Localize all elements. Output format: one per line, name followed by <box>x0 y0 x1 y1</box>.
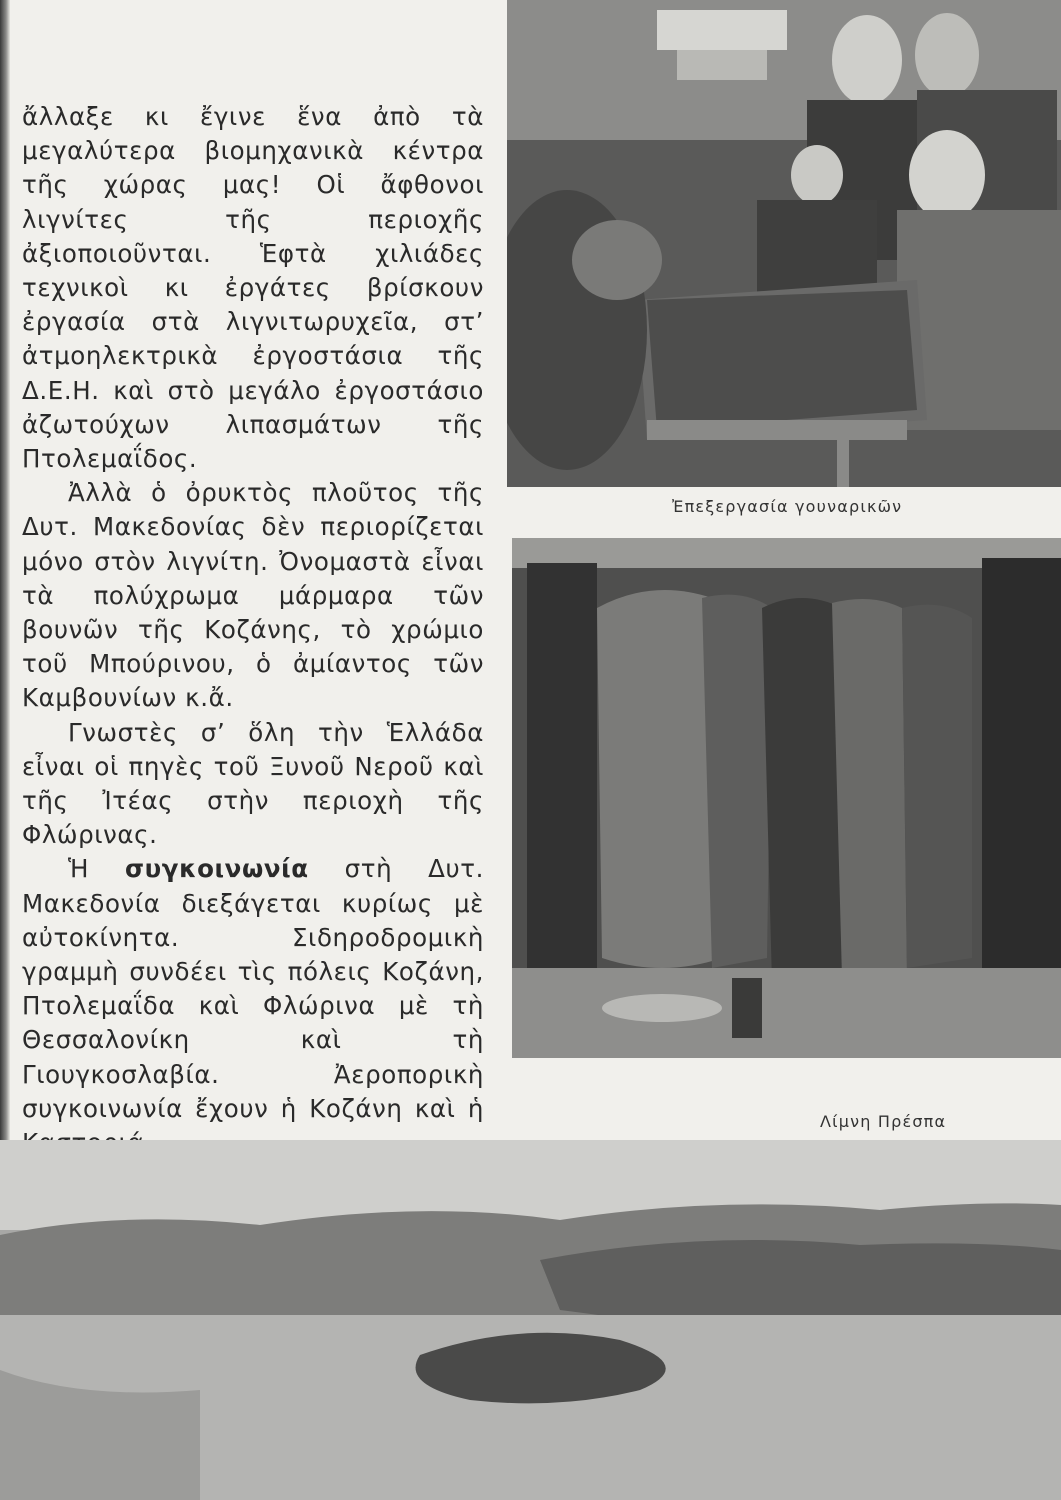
photo-fur-coats <box>512 538 1061 1058</box>
transport-body: στὴ Δυτ. Μακεδονία διεξάγεται κυρίως μὲ αὐτοκίνητα. Σιδηροδρομικὴ γραμμὴ συνδέει τὶς πόλεις Κοζάνη, Πτολεμαΐδα καὶ Φλώρινα μὲ τὴ Θεσσαλονίκη καὶ τὴ Γιουγκοσλαβία. Ἀεροπορικὴ συγκοινωνία ἔχουν ἡ Κοζάνη καὶ ἡ <box>22 854 484 1123</box>
paragraph-springs: Γνωστὲς σ’ ὅλη τὴν Ἑλλάδα εἶναι οἱ πηγὲς τοῦ Ξυνοῦ Νεροῦ καὶ τῆς Ἰτέας στὴν περιοχὴ τῆς Φλώρινας. <box>22 717 484 850</box>
paragraph-minerals: Ἀλλὰ ὁ ὀρυκτὸς πλοῦτος τῆς Δυτ. Μακεδονίας δὲν περιορίζεται μόνο στὸν λιγνίτη. Ὀνομαστὰ εἶναι τὰ πολύχρωμα μάρμαρα τῶν βουνῶν τῆς Κοζάνης, τὸ χρώμιο τοῦ Μπούρινου, ὁ ἀμίαντος τῶν Καμβουνίων κ.ἄ. <box>22 478 484 713</box>
body-text-column <box>22 100 484 1160</box>
transport-keyword: συγκοινωνία <box>124 854 309 884</box>
transport-lead: Ἡ <box>68 854 125 884</box>
caption-lake: Λίμνη Πρέσπα <box>820 1112 947 1131</box>
paragraph-industry: ἄλλαξε κι ἔγινε ἕνα ἀπὸ τὰ μεγαλύτερα βιομηχανικὰ κέντρα τῆς χώρας μας! Οἱ ἄφθονοι λιγνίτες τῆς περιοχῆς ἀξιοποιοῦνται. Ἑφτὰ χιλιάδες τεχνικοὶ κι ἐργάτες βρίσκουν ἐργασία στὰ λιγνιτωρυχεῖα, στ’ ἀτμοηλεκτρικὰ ἐργοστάσια τῆς Δ.Ε.Η. καὶ στὸ μεγάλο ἐργοστάσιο ἀζωτούχων λιπασμάτων τῆς Πτολεμαΐδος. <box>22 102 484 474</box>
photo-fur-workshop <box>507 0 1061 487</box>
caption-workshop: Ἐπεξεργασία γουναρικῶν <box>672 497 903 516</box>
paragraph-transport <box>22 852 484 1160</box>
photo-lake-prespa <box>0 1140 1061 1500</box>
